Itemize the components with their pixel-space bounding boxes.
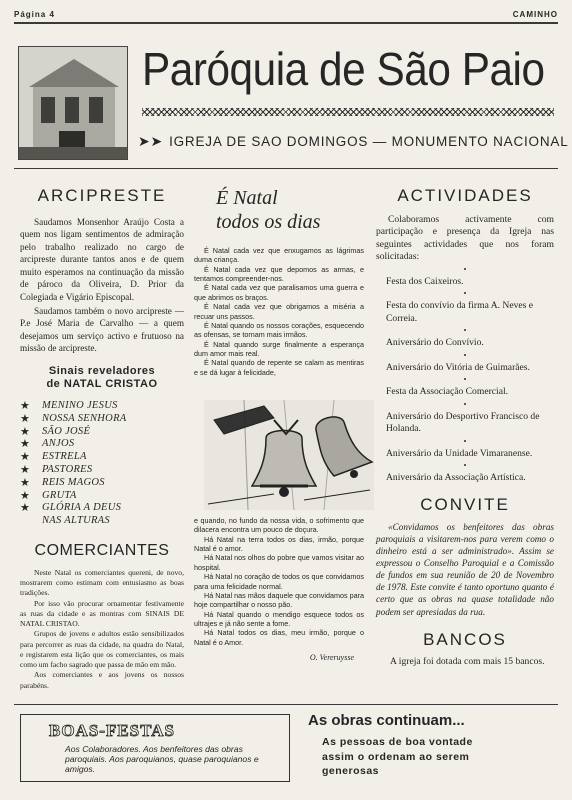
obras-title: As obras continuam... [308,712,465,729]
list-item: ★ GRUTA [20,489,77,502]
star-icon: ★ [20,489,31,502]
star-icon: ★ [20,400,31,413]
masthead-subtitle [138,133,569,150]
church-illustration [19,47,127,159]
star-icon: ★ [20,412,31,425]
star-icon: ★ [20,476,31,489]
middle-column [194,186,364,377]
bullet-dot: • [463,289,467,299]
right-column [376,186,554,668]
arrow-icon: ➤➤ [138,133,164,149]
natal-text-bottom [194,516,364,662]
star-icon: ★ [20,451,31,464]
convite-heading: CONVITE [420,494,510,514]
bullet-dot: • [463,264,467,274]
actividade-item: Aniversário do Vitória de Guimarães. [386,361,530,373]
running-header [14,8,558,22]
comerciantes-p3: Grupos de jovens e adultos estão sensibilizados para percorrer as ruas da cidade, na quadra do Natal, e registarem esta lição que os comerciantes, os mais como um facho sagrado que passa de mão em mão. [20,629,184,670]
subtitle-text: IGREJA DE SAO DOMINGOS — MONUMENTO NACIONAL [169,134,569,149]
actividades-heading: ACTIVIDADES [397,186,533,205]
list-item: ★ GLÓRIA A DEUS [20,502,122,515]
obras-box [308,712,558,779]
natal-paragraph: É Natal cada vez que obrigamos a miséria a recuar uns passos. [194,302,364,321]
bullet-dot: • [463,436,467,446]
star-icon: ★ [20,464,31,476]
list-item: NAS ALTURAS [42,515,110,527]
bells-icon [204,400,374,510]
bancos-text: A igreja foi dotada com mais 15 bancos. [390,655,545,667]
natal-paragraph: É Natal quando os nossos corações, esquecendo as ofensas, se tornam mais irmãos. [194,320,364,340]
list-item: ★ MENINO JESUS [20,400,118,413]
natal-paragraph: Há Natal quando o mendigo esquece todos os ultrajes e já não sente a fome. [194,609,364,628]
page-number: Página 4 [14,10,55,19]
natal-paragraph: Há Natal nas mãos daquele que convidamos para hoje compartilhar o nosso pão. [194,590,364,610]
list-item: ★ ESTRELA [20,451,87,464]
church-photo [18,46,128,160]
boas-festas-box [20,714,290,782]
bullet-dot: • [463,350,467,360]
natal-paragraph: Há Natal na terra todos os dias, irmão, porque Natal é o amor. [194,534,364,554]
list-item: ★ SÃO JOSÉ [20,425,91,438]
bancos-heading: BANCOS [423,629,507,649]
actividade-item: Aniversário da Associação Artística. [386,472,526,484]
obras-line2: assim o ordenam ao serem [322,750,470,763]
obras-subtitle [308,735,558,779]
natal-paragraph: e quando, no fundo da nossa vida, o sofrimento que dilacera encontra um pouco de doçura. [194,516,364,535]
actividade-item: Festa do convívio da firma A. Neves e Correia. [386,300,534,324]
comerciantes-p2: Por isso vão procurar ornamentar festivamente as ruas da cidade e as montras com SINAIS DE NATAL CRISTAO. [20,598,184,629]
natal-paragraph: É Natal cada vez que enxugamos as lágrimas duma criança. [194,246,364,265]
masthead-title: Paróquia de São Paio [142,43,545,95]
actividade-item: Festa da Associação Comercial. [386,386,509,398]
natal-title-line2: todos os dias [216,211,321,233]
natal-title [194,186,364,234]
obras-line1: As pessoas de boa vontade [322,736,473,748]
bottom-rule [14,704,558,705]
masthead-rule [14,168,558,169]
publication-name: CAMINHO [512,10,558,19]
sinais-heading-line1: Sinais reveladores [48,364,156,377]
left-column [20,186,184,691]
christmas-bells-illustration [204,400,374,510]
header-rule [14,22,558,24]
actividade-item: Aniversário da Unidade Vimaranense. [386,447,533,459]
bullet-dot: • [463,399,467,409]
star-icon: ★ [20,502,31,515]
actividade-item: Festa dos Caixeiros. [386,275,464,287]
list-item: ★ PASTORES [20,464,93,476]
boas-festas-title: BOAS-FESTAS [49,721,175,740]
ornamental-border [142,108,554,116]
natal-paragraph: Há Natal nos olhos do pobre que vamos visitar ao hospital. [194,553,364,572]
convite-text: «Convidamos os benfeitores das obras paroquiais a visitarem-nos para verem como o dinheiro está a ser administrado». Assim se expressou o Conselho Paroquial e a Comissão de fundos em sua reunião de 20 de Novembro de 1978. Este convite é tanto oportuno quanto é certo que as obras na quase totalidade não podem ser apresiadas da rua. [376,521,554,617]
sinais-heading [20,365,184,391]
arcipreste-p1: Saudamos Monsenhor Araújo Costa a quem nos ligam sentimentos de admiração pelo trabalho realizado no cargo de arcipreste durante tantos anos e de quem muito esperamos na continuação da missão de pároco da Oliveira, D. Prior da Colegiada e Vigário Episcopal. [20,217,184,302]
star-icon: ★ [20,438,31,451]
boas-festas-text: Aos Colaboradores. Aos benfeitores das obras paroquiais. Aos paroquianos, quase paroquianos e amigos. [65,744,259,774]
natal-text-top [194,246,364,377]
natal-paragraph: É Natal quando de repente se calam as mentiras e se dá lugar à felicidade, [194,358,364,377]
comerciantes-heading: COMERCIANTES [34,541,170,559]
sinais-list [20,400,184,528]
natal-paragraph: É Natal cada vez que depomos as armas, e tentamos compreender-nos. [194,264,364,284]
natal-paragraph: Há Natal todos os dias, meu irmão, porque o Natal é o Amor. [194,628,364,647]
natal-signature: O. Vereruysse [309,653,354,663]
natal-title-line1: É Natal [216,187,278,209]
natal-paragraph: É Natal cada vez que paralisamos uma guerra e que abrimos os braços. [194,283,364,302]
natal-paragraph: É Natal quando surge finalmente a esperança dum amor mais real. [194,339,364,358]
obras-line3: generosas [322,765,380,778]
list-item: ★ REIS MAGOS [20,476,105,489]
natal-paragraph: Há Natal no coração de todos os que convidamos para uma felicidade normal. [194,572,364,591]
actividade-item: Aniversário do Desportivo Francisco de Holanda. [386,410,540,435]
sinais-heading-line2: de NATAL CRISTAO [46,377,158,390]
actividades-intro: Colaboramos activamente com participação e presença da Igreja nas seguintes actividades que nos foram solicitadas: [376,214,554,263]
arcipreste-p2: Saudamos também o novo arcipreste — P.e José Maria de Carvalho — a quem desejamos um serviço activo e frutuoso na missão de arcipreste. [20,305,184,354]
star-icon: ★ [20,425,31,438]
list-item: ★ NOSSA SENHORA [20,412,127,425]
bullet-dot: • [463,326,467,336]
bullet-dot: • [463,375,467,385]
list-item: ★ ANJOS [20,438,75,451]
arcipreste-heading: ARCIPRESTE [37,186,167,205]
actividade-item: Aniversário do Convívio. [386,337,484,349]
comerciantes-p4: Aos comerciantes e aos jovens os nossos parabéns. [20,670,184,690]
bullet-dot: • [463,461,467,471]
comerciantes-p1: Neste Natal os comerciantes quereni, de novo, mostrarem como estimam com entusiasmo as boas tradições. [20,567,184,598]
